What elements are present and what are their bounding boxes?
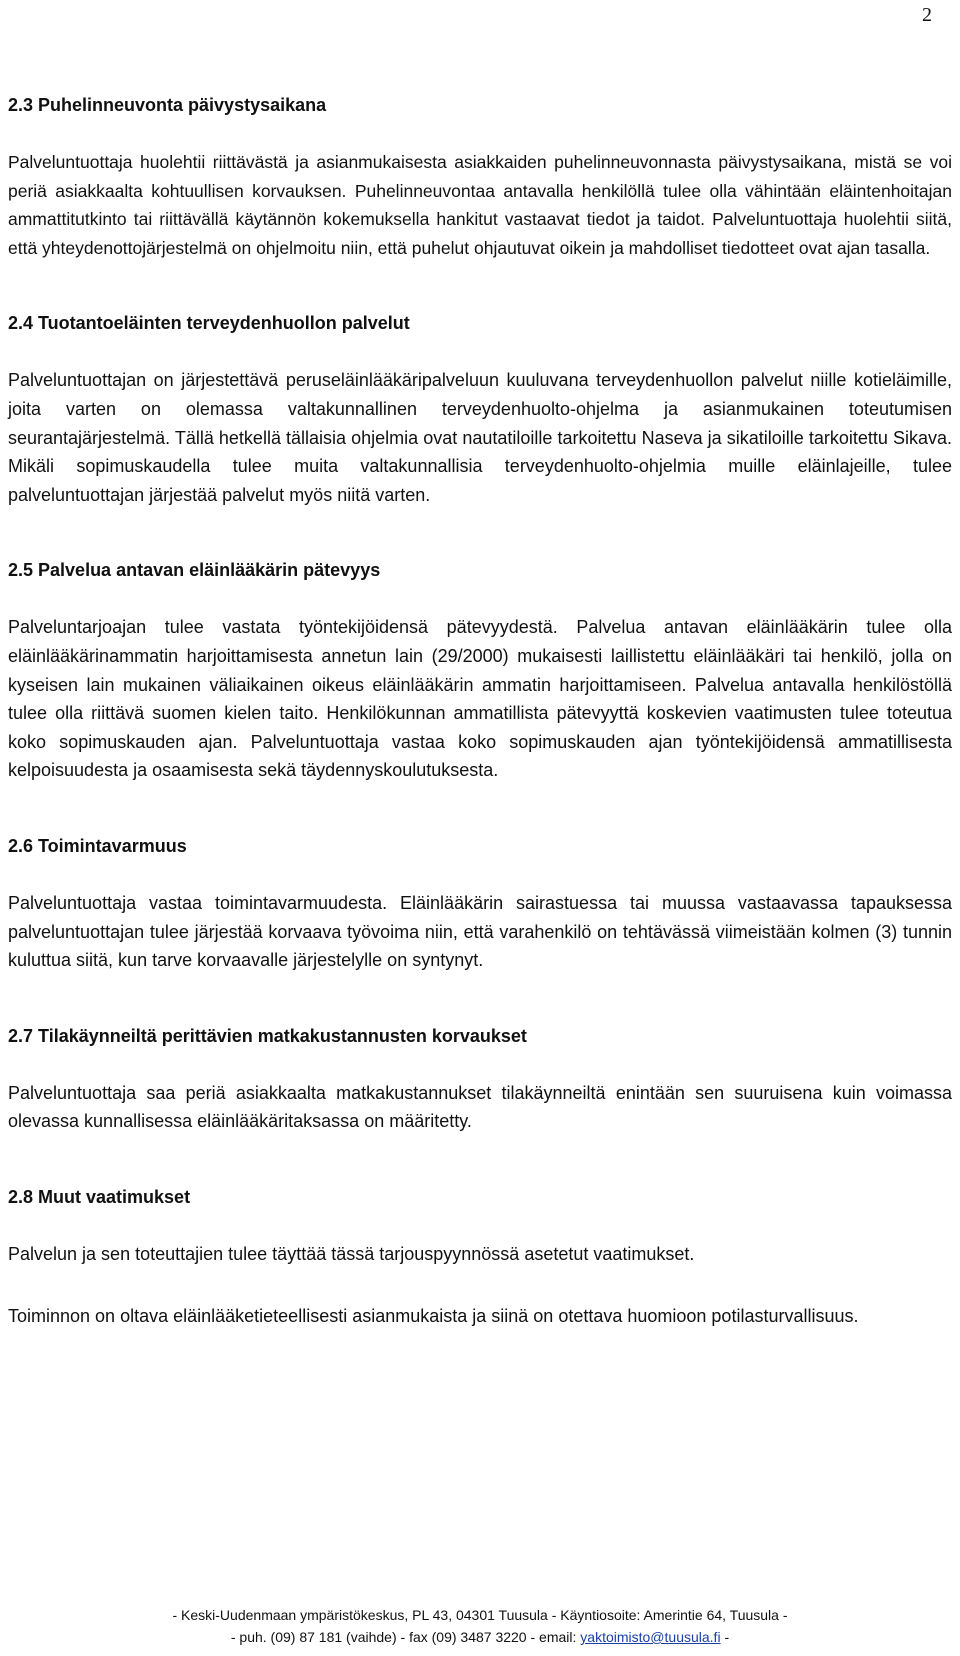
section-heading: 2.4 Tuotantoeläinten terveydenhuollon palvelut [8,313,410,334]
page-footer [0,1604,960,1648]
section-2-4 [8,310,952,509]
section-heading: 2.3 Puhelinneuvonta päivystysaikana [8,95,327,115]
section-2-8 [8,1184,952,1331]
section-heading: 2.6 Toimintavarmuus [8,835,187,856]
page-number: 2 [922,4,932,26]
section-2-3 [8,92,952,262]
section-paragraph: Palveluntuottajan on järjestettävä peruseläinlääkäripalveluun kuuluvana terveydenhuollon palvelut niille kotieläimille, joita varten on olemassa valtakunnallinen terveydenhuolto-ohjelma ja asianmukainen toteutumisen seurantajärjestelmä. Tällä hetkellä tällaisia ohjelmia ovat nautatiloille tarkoitettu Naseva ja sikatiloille tarkoitettu Sikava. Mikäli sopimuskaudella tulee muita valtakunnallisia terveydenhuolto-ohjelmia muille eläinlajeille, tulee palveluntuottajan järjestää palvelut myös niitä varten. [8,370,952,505]
section-heading: 2.5 Palvelua antavan eläinlääkärin pätevyys [8,560,381,581]
section-2-7 [8,1023,952,1136]
footer-phone-fax: - puh. (09) 87 181 (vaihde) - fax (09) 3487 3220 - email: [230,1629,581,1645]
section-paragraph: Palveluntarjoajan tulee vastata työntekijöidensä pätevyydestä. Palvelua antavan eläinlääkärin tulee olla eläinlääkärinammatin harjoittamisesta annetun lain (29/2000) mukaisesti laillistettu eläinlääkäri tai henkilö, jolla on kyseisen lain mukainen väliaikainen oikeus eläinlääkärin ammatin harjoittamiseen. Palvelua antavalla henkilöstöllä tulee olla riittävä suomen kielen taito. Henkilökunnan ammatillista pätevyyttä koskevien vaatimusten tulee toteutua koko sopimuskauden ajan. Palveluntuottaja vastaa koko sopimuskauden ajan työntekijöidensä ammatillisesta kelpoisuudesta ja osaamisesta sekä täydennyskoulutuksesta. [8,617,952,781]
section-paragraph: Palveluntuottaja saa periä asiakkaalta matkakustannukset tilakäynneiltä enintään sen suuruisena kuin voimassa olevassa kunnallisessa eläinlääkäritaksassa on määritetty. [8,1082,952,1132]
section-heading: 2.8 Muut vaatimukset [8,1186,191,1207]
document-body [8,92,952,1379]
footer-line-end: - [720,1629,730,1645]
section-paragraph: Toiminnon on oltava eläinlääketieteellisesti asianmukaista ja siinä on otettava huomioon potilasturvallisuus. [8,1306,859,1327]
section-heading: 2.7 Tilakäynneiltä perittävien matkakustannusten korvaukset [8,1025,527,1046]
footer-contact-line [0,1626,960,1648]
footer-address-line: - Keski-Uudenmaan ympäristökeskus, PL 43, 04301 Tuusula - Käyntiosoite: Amerintie 64, Tuusula - [172,1607,788,1623]
section-paragraph: Palveluntuottaja vastaa toimintavarmuudesta. Eläinlääkärin sairastuessa tai muussa vastaavassa tapauksessa palveluntuottajan tulee järjestää korvaava työvoima niin, että varahenkilö on tehtävässä viimeistään kolmen (3) tunnin kuluttua siitä, kun tarve korvaavalle järjestelylle on syntynyt. [8,892,952,971]
section-paragraph: Palvelun ja sen toteuttajien tulee täyttää tässä tarjouspyynnössä asetetut vaatimukset. [8,1243,695,1264]
section-2-5 [8,557,952,785]
footer-email-link[interactable]: yaktoimisto@tuusula.fi [580,1629,721,1645]
section-2-6 [8,833,952,975]
section-paragraph: Palveluntuottaja huolehtii riittävästä ja asianmukaisesta asiakkaiden puhelinneuvonnasta päivystysaikana, mistä se voi periä asiakkaalta kohtuullisen korvauksen. Puhelinneuvontaa antavalla henkilöllä tulee olla vähintään eläintenhoitajan ammattitutkinto tai riittävällä käytännön kokemuksella hankitut vastaavat tiedot ja taidot. Palveluntuottaja huolehtii siitä, että yhteydenottojärjestelmä on ohjelmoitu niin, että puhelut ohjautuvat oikein ja mahdolliset tiedotteet ovat ajan tasalla. [8,152,952,258]
